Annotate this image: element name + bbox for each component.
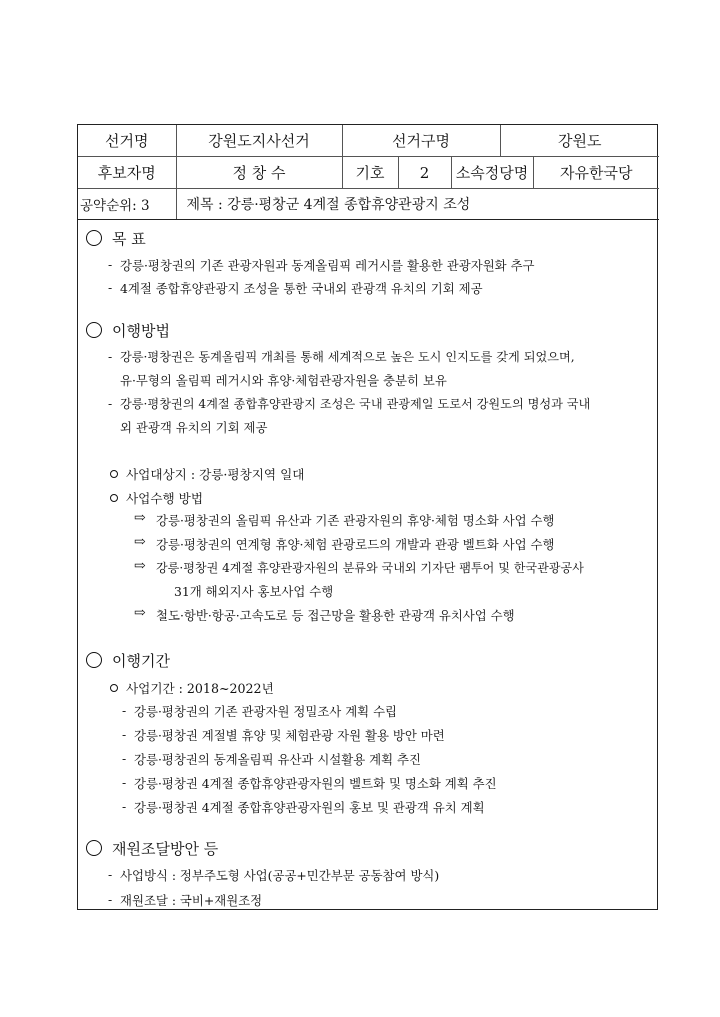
dash-bullet: -	[108, 349, 113, 364]
period-item-5: 강릉·평창권 4계절 종합휴양관광자원의 홍보 및 관광객 유치 계획	[134, 800, 485, 815]
small-circle-bullet-icon	[110, 684, 118, 692]
dash-bullet: -	[108, 396, 113, 411]
method-heading: 이행방법	[86, 320, 170, 341]
finance-heading: 재원조달방안 등	[86, 838, 218, 859]
circle-bullet-icon	[86, 230, 102, 246]
dash-bullet: -	[122, 775, 127, 790]
candidate-value: 정 창 수	[176, 157, 342, 189]
small-circle-bullet-icon	[110, 470, 118, 478]
district-value: 강원도	[500, 125, 659, 157]
period-heading: 이행기간	[86, 650, 170, 671]
small-circle-bullet-icon	[110, 494, 118, 502]
circle-bullet-icon	[86, 652, 102, 668]
period-item-3: 강릉·평창권의 동계올림픽 유산과 시설활용 계획 추진	[134, 752, 421, 767]
header-table	[78, 125, 659, 220]
dash-bullet: -	[108, 867, 113, 882]
goal-heading: 목 표	[86, 228, 146, 249]
goal-item-1: 강릉·평창권의 기존 관광자원과 동계올림픽 레거시를 활용한 관광자원화 추구	[120, 258, 535, 273]
howto-item-2: 강릉·평창권의 연계형 휴양·체험 관광로드의 개발과 관광 벨트화 사업 수행	[156, 537, 555, 552]
dash-bullet: -	[108, 280, 113, 295]
pledge-order: 공약순위: 3	[78, 189, 176, 220]
method-item-1-line2: 유·무형의 올림픽 레거시와 휴양·체험관광자원을 충분히 보유	[120, 373, 447, 388]
election-name-value: 강원도지사선거	[176, 125, 342, 157]
pledge-document	[77, 124, 658, 910]
party-label: 소속정당명	[451, 157, 533, 189]
dash-bullet: -	[108, 892, 113, 907]
dash-bullet: -	[122, 799, 127, 814]
arrow-bullet-icon: ⇨	[134, 510, 146, 526]
howto-item-3-line2: 31개 해외지사 홍보사업 수행	[174, 584, 334, 599]
period-item-4: 강릉·평창권 4계절 종합휴양관광자원의 벨트화 및 명소화 계획 추진	[134, 776, 497, 791]
dash-bullet: -	[122, 727, 127, 742]
circle-bullet-icon	[86, 840, 102, 856]
finance-item-2: 재원조달 : 국비+재원조정	[120, 893, 263, 908]
project-term: 사업기간 : 2018~2022년	[110, 678, 274, 697]
method-item-2-line1: 강릉·평창권의 4계절 종합휴양관광지 조성은 국내 관광제일 도로서 강원도의 명성과 국내	[120, 397, 591, 411]
arrow-bullet-icon: ⇨	[134, 534, 146, 550]
target-area: 사업대상지 : 강릉·평창지역 일대	[110, 464, 304, 483]
goal-item-2: 4계절 종합휴양관광지 조성을 통한 국내외 관광객 유치의 기회 제공	[120, 281, 483, 296]
pledge-title: 제목 : 강릉·평창군 4계절 종합휴양관광지 조성	[176, 189, 659, 220]
number-value: 2	[398, 157, 451, 189]
candidate-label: 후보자명	[78, 157, 176, 189]
method-item-2-line2: 외 관광객 유치의 기회 제공	[120, 420, 268, 435]
arrow-bullet-icon: ⇨	[134, 605, 146, 621]
dash-bullet: -	[122, 751, 127, 766]
district-label: 선거구명	[342, 125, 500, 157]
dash-bullet: -	[122, 703, 127, 718]
period-item-2: 강릉·평창권 계절별 휴양 및 체험관광 자원 활용 방안 마련	[134, 728, 445, 743]
howto-item-1: 강릉·평창권의 올림픽 유산과 기존 관광자원의 휴양·체험 명소화 사업 수행	[156, 513, 555, 528]
finance-item-1: 사업방식 : 정부주도형 사업(공공+민간부문 공동참여 방식)	[120, 868, 440, 883]
howto-item-3-line1: 강릉·평창권 4계절 휴양관광자원의 분류와 국내외 기자단 팸투어 및 한국관광공사	[156, 561, 584, 575]
election-name-label: 선거명	[78, 125, 176, 157]
period-item-1: 강릉·평창권의 기존 관광자원 정밀조사 계획 수립	[134, 704, 398, 719]
howto-label: 사업수행 방법	[110, 488, 203, 507]
howto-item-4: 철도·항반·항공·고속도로 등 접근망을 활용한 관광객 유치사업 수행	[156, 608, 515, 623]
party-value: 자유한국당	[533, 157, 659, 189]
method-item-1-line1: 강릉·평창권은 동계올림픽 개최를 통해 세계적으로 높은 도시 인지도를 갖게 되었으며,	[120, 350, 575, 364]
arrow-bullet-icon: ⇨	[134, 558, 146, 574]
dash-bullet: -	[108, 257, 113, 272]
number-label: 기호	[342, 157, 398, 189]
circle-bullet-icon	[86, 322, 102, 338]
